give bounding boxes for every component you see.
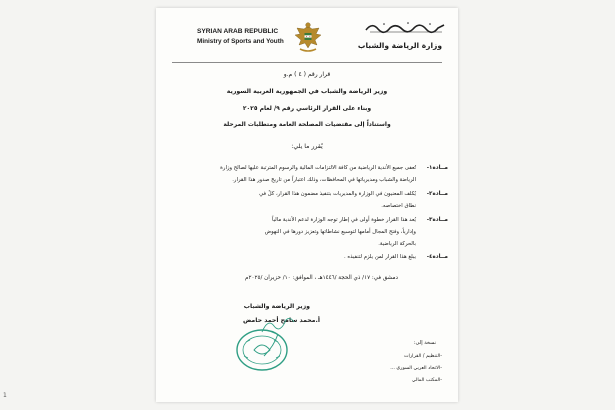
article-label: مــادة١-: [426, 165, 448, 171]
distribution-item: -المكتب المالي: [411, 378, 442, 383]
header-arabic-calligraphy: [364, 20, 446, 34]
distribution-heading: نسخة إلى:: [413, 340, 436, 346]
article-text-line: وإدارياً، وفتح المجال أمامها لتوسيع نشاطاتها وتعزيز دورها في النهوض: [264, 229, 416, 235]
article-text-line: تُعفى جميع الأندية الرياضية من كافة الالتزامات المالية والرسوم المترتبة عليها لصالح وزارة: [220, 165, 416, 171]
distribution-item: -الاتحاد العربي السوري ...: [390, 366, 442, 371]
intro-line-3: واستناداً إلى مقتضيات المصلحة العامة ومتطلبات المرحلة: [223, 121, 391, 128]
page-number: 1: [3, 392, 7, 399]
article-text-line: يُكلف المعنيون في الوزارة والمديريات بتنفيذ مضمون هذا القرار، كلٌ في: [259, 191, 416, 197]
article-label: مــادة٣-: [426, 217, 448, 223]
intro-line-2: وبناء على القرار الرئاسي رقم ٩/ لعام ٢٠٢٥: [242, 105, 372, 112]
header-country-en: SYRIAN ARAB REPUBLIC: [197, 28, 279, 35]
decides-heading: يُقرر ما يلي:: [291, 143, 323, 150]
header-divider: [172, 62, 442, 63]
article-label: مــادة٤-: [426, 254, 448, 260]
article-text-line: نطاق اختصاصه.: [381, 203, 416, 209]
article-text-line: يُعد هذا القرار خطوة أولى في إطار توجه الوزارة لدعم الأندية مالياً: [271, 217, 416, 223]
header-ministry-ar: وزارة الرياضة والشباب: [357, 41, 442, 50]
article-label: مــادة٢-: [426, 191, 448, 197]
article-text-line: بالحركة الرياضية.: [378, 241, 416, 247]
date-line: دمشق في: ١٧/ ذي الحجة /١٤٤٦هـ ، الموافق: ١٠/ حزيران /٢٠٢٥م: [244, 275, 398, 281]
signatory-name: أ.محمد سامح أحمد حامض: [242, 317, 320, 324]
document-page: [156, 8, 458, 402]
decision-number: قرار رقم ( ٤ ) م.و: [283, 71, 331, 78]
distribution-item: -التنظيم / القرارات: [403, 354, 442, 359]
intro-line-1: وزير الرياضة والشباب في الجمهورية العربية السورية: [226, 88, 388, 95]
handwritten-signature: [260, 314, 296, 336]
signatory-title: وزير الرياضة والشباب: [243, 303, 310, 310]
header-ministry-en: Ministry of Sports and Youth: [197, 38, 284, 45]
article-text-line: يبلغ هذا القرار لمن يلزم لتنفيذه .: [344, 254, 416, 260]
article-text-line: الرياضة والشباب ومديرياتها في المحافظات، وذلك اعتباراً من تاريخ صدور هذا القرار.: [232, 177, 416, 183]
